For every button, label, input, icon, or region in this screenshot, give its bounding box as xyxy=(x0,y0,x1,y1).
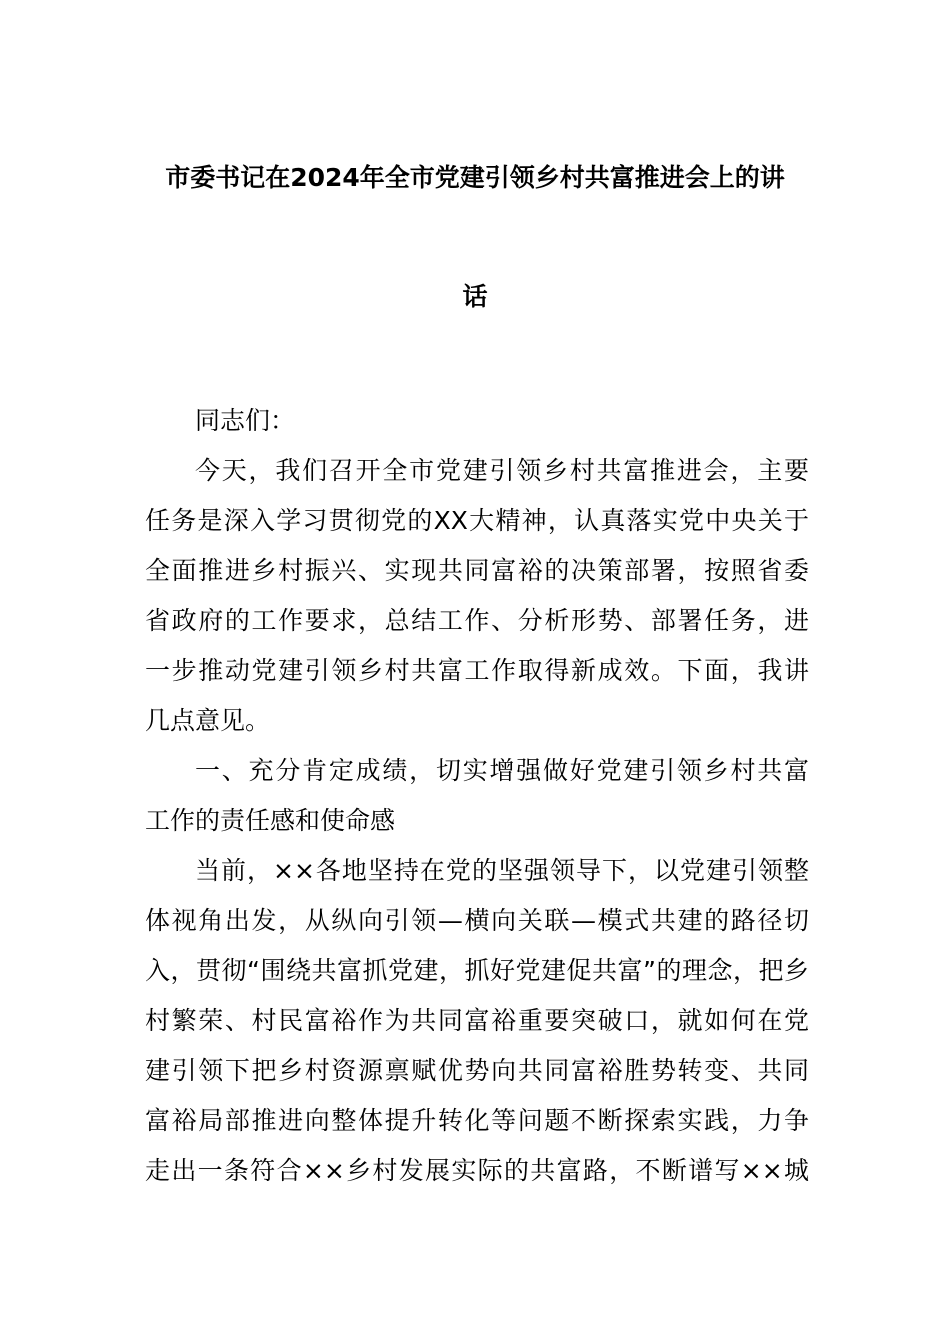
document-body xyxy=(145,396,809,1196)
section-heading-line: 一、充分肯定成绩，切实增强做好党建引领乡村共富 xyxy=(195,756,809,785)
paragraph-line: 富裕局部推进向整体提升转化等问题不断探索实践，力争 xyxy=(145,1106,809,1135)
paragraph-line: 省政府的工作要求，总结工作、分析形势、部署任务，进 xyxy=(145,606,809,635)
document-title-line-1: 市委书记在2024年全市党建引领乡村共富推进会上的讲 xyxy=(165,163,785,192)
paragraph-line: 走出一条符合××乡村发展实际的共富路，不断谱写××城 xyxy=(145,1156,809,1185)
paragraph-line: 当前，××各地坚持在党的坚强领导下，以党建引领整 xyxy=(195,856,809,885)
section-heading-line: 工作的责任感和使命感 xyxy=(145,806,396,835)
paragraph-line: 今天，我们召开全市党建引领乡村共富推进会，主要 xyxy=(195,456,809,485)
paragraph-line: 几点意见。 xyxy=(145,706,271,735)
salutation: 同志们： xyxy=(195,406,296,435)
paragraph-line: 建引领下把乡村资源禀赋优势向共同富裕胜势转变、共同 xyxy=(145,1056,809,1085)
paragraph-line: 全面推进乡村振兴、实现共同富裕的决策部署，按照省委 xyxy=(145,556,809,585)
paragraph-line: 体视角出发，从纵向引领—横向关联—模式共建的路径切 xyxy=(145,906,809,935)
paragraph-line: 任务是深入学习贯彻党的XX大精神，认真落实党中央关于 xyxy=(145,506,809,535)
paragraph-line: 一步推动党建引领乡村共富工作取得新成效。下面，我讲 xyxy=(145,656,809,685)
document-title-line-2: 话 xyxy=(462,282,488,311)
paragraph-line: 村繁荣、村民富裕作为共同富裕重要突破口，就如何在党 xyxy=(145,1006,809,1035)
paragraph-line: 入，贯彻“围绕共富抓党建，抓好党建促共富”的理念，把乡 xyxy=(145,956,809,985)
